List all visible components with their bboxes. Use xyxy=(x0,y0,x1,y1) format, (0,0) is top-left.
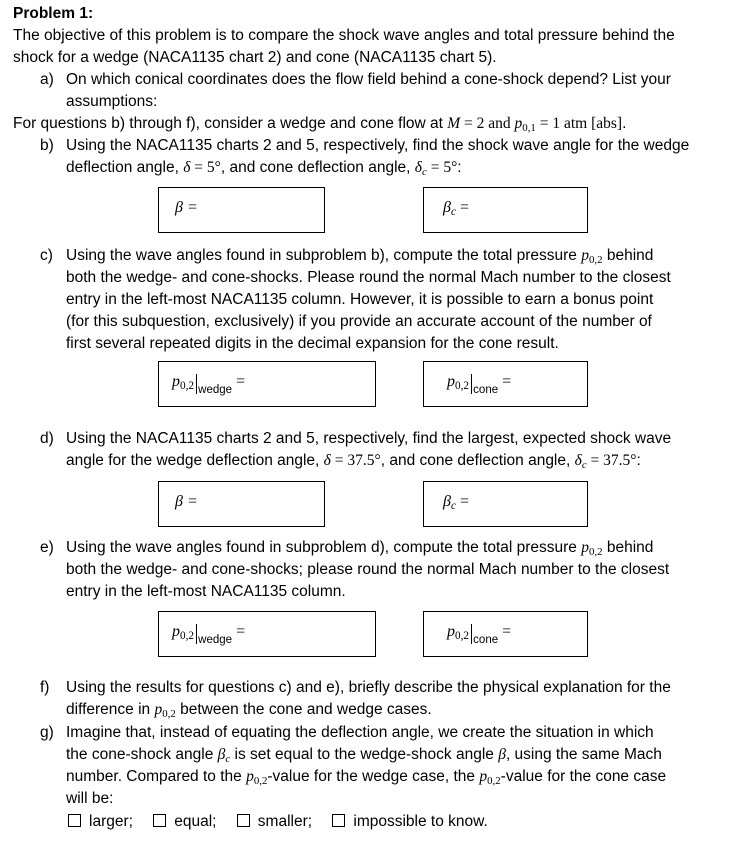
answer-box-cone-angle-d[interactable]: $\beta_c$ = xyxy=(423,481,588,527)
option-impossible[interactable]: impossible to know. xyxy=(332,811,487,833)
c-line-5: first several repeated digits in the decimal expansion for the cone result. xyxy=(66,335,559,352)
c-line-1: Using the wave angles found in subproblem b), compute the total pressure $p_{0,2}$ behind xyxy=(66,247,654,266)
f-line-2: difference in $p_{0,2}$ between the cone and wedge cases. xyxy=(66,701,432,720)
c-line-4: (for this subquestion, exclusively) if you provide an accurate account of the number of xyxy=(66,313,652,330)
e-line-2: both the wedge- and cone-shocks; please round the normal Mach number to the closest xyxy=(66,561,670,578)
answer-box-cone-pressure-c[interactable]: $p_{0,2}$ $_{cone}$ = xyxy=(423,361,588,407)
g-line-2: the cone-shock angle $\beta_c$ is set equal to the wedge-shock angle β, using the same Mach xyxy=(66,746,662,765)
a-line-1: On which conical coordinates does the flow field behind a cone-shock depend? List your xyxy=(66,71,671,88)
intro-line-2: shock for a wedge (NACA1135 chart 2) and cone (NACA1135 chart 5). xyxy=(13,49,497,66)
g-options xyxy=(68,811,504,833)
answer-box-wedge-angle-d[interactable]: β = xyxy=(158,481,325,527)
for-questions-line: For questions b) through f), consider a wedge and cone flow at M = 2 and $p_{0,1} = 1$ atm [abs]. xyxy=(13,115,627,134)
label-d: d) xyxy=(40,430,54,447)
b-line-2: deflection angle, δ = 5°, and cone deflection angle, $\delta_c = 5^\circ$: xyxy=(66,159,462,178)
g-line-3: number. Compared to the $p_{0,2}$-value for the wedge case, the $p_{0,2}$-value for the cone case xyxy=(66,768,667,787)
option-larger[interactable]: larger; xyxy=(68,811,133,833)
d-line-2: angle for the wedge deflection angle, δ = 37.5°, and cone deflection angle, $\delta_c = 37.5^\circ$: xyxy=(66,452,641,471)
label-f: f) xyxy=(40,679,50,696)
label-c: c) xyxy=(40,247,53,264)
b-line-1: Using the NACA1135 charts 2 and 5, respectively, find the shock wave angle for the wedge xyxy=(66,137,690,154)
label-g: g) xyxy=(40,724,54,741)
option-smaller[interactable]: smaller; xyxy=(237,811,312,833)
intro-line-1: The objective of this problem is to compare the shock wave angles and total pressure behind the xyxy=(13,27,675,44)
g-line-4: will be: xyxy=(66,790,114,807)
answer-box-cone-angle-b[interactable]: $\beta_c$ = xyxy=(423,187,588,233)
checkbox-equal[interactable] xyxy=(153,814,166,827)
d-line-1: Using the NACA1135 charts 2 and 5, respectively, find the largest, expected shock wave xyxy=(66,430,672,447)
label-b: b) xyxy=(40,137,54,154)
e-line-1: Using the wave angles found in subproblem d), compute the total pressure $p_{0,2}$ behind xyxy=(66,539,654,558)
f-line-1: Using the results for questions c) and e), briefly describe the physical explanation for the xyxy=(66,679,671,696)
e-line-3: entry in the left-most NACA1135 column. xyxy=(66,583,346,600)
answer-box-wedge-pressure-c[interactable]: $p_{0,2}$ $_{wedge}$ = xyxy=(158,361,376,407)
checkbox-larger[interactable] xyxy=(68,814,81,827)
checkbox-impossible[interactable] xyxy=(332,814,345,827)
g-line-1: Imagine that, instead of equating the deflection angle, we create the situation in which xyxy=(66,724,654,741)
checkbox-smaller[interactable] xyxy=(237,814,250,827)
option-equal[interactable]: equal; xyxy=(153,811,216,833)
label-e: e) xyxy=(40,539,54,556)
c-line-2: both the wedge- and cone-shocks. Please round the normal Mach number to the closest xyxy=(66,269,671,286)
answer-box-cone-pressure-e[interactable]: $p_{0,2}$ $_{cone}$ = xyxy=(423,611,588,657)
answer-box-wedge-pressure-e[interactable]: $p_{0,2}$ $_{wedge}$ = xyxy=(158,611,376,657)
answer-box-wedge-angle-b[interactable]: β = xyxy=(158,187,325,233)
label-a: a) xyxy=(40,71,54,88)
problem-title: Problem 1: xyxy=(13,5,94,22)
c-line-3: entry in the left-most NACA1135 column. However, it is possible to earn a bonus point xyxy=(66,291,654,308)
a-line-2: assumptions: xyxy=(66,93,158,110)
